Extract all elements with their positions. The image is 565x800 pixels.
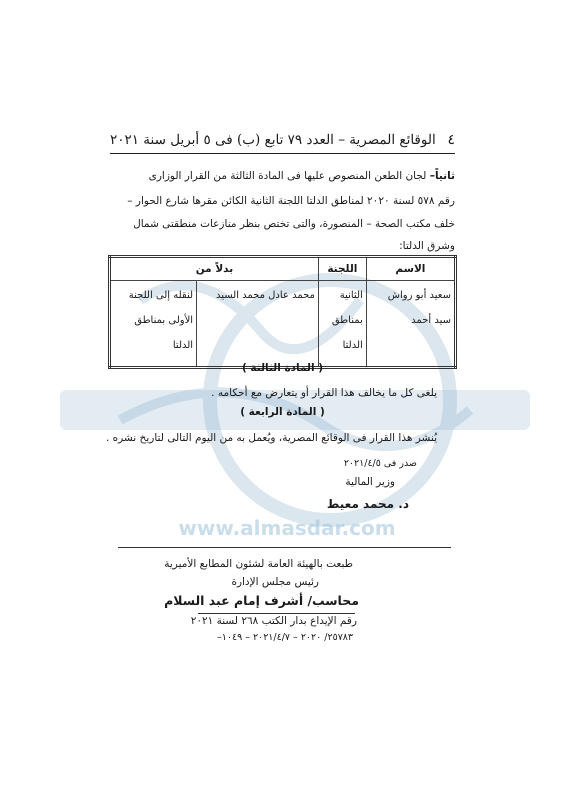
article4-heading: ( المادة الرابعة ): [240, 406, 325, 418]
chairman-name: محاسب/ أشرف إمام عبد السلام: [164, 593, 359, 608]
minister-name: د. محمد معيط: [326, 497, 409, 511]
article2-line1-text: لجان الطعن المنصوص عليها فى المادة الثالثة من القرار الوزارى: [148, 170, 430, 182]
footer-separator: [198, 613, 355, 614]
watermark-text: www.almasdar.com: [178, 516, 396, 540]
article3-text: يلغى كل ما يخالف هذا القرار أو يتعارض مع أحكامه .: [211, 387, 437, 399]
issue-date: صدر فى ٢٠٢١/٤/٥: [343, 458, 417, 469]
article2-lead: ثانياً–: [429, 170, 455, 182]
article2-line3: خلف مكتب الصحة – المنصورة، والتى تختص بنظر منازعات منطقتى شمال: [133, 218, 455, 230]
cell-replaced-person: محمد عادل محمد السيد: [197, 281, 319, 368]
article2-line1: [110, 166, 455, 186]
cell-transfer-note: لنقله إلى اللجنة الأولى بمناطق الدلتا: [110, 281, 197, 368]
article4-text: يُنشر هذا القرار فى الوقائع المصرية، ويُعمل به من اليوم التالى لتاريخ نشره .: [105, 432, 437, 444]
footer-rule: [118, 547, 451, 548]
article2-line2: رقم ٥٧٨ لسنة ٢٠٢٠ لمناطق الدلتا اللجنة الثانية الكائن مقرها شارع الحوار –: [127, 195, 455, 207]
header-replacement: بدلاً من: [110, 257, 319, 281]
header-committee: اللجنة: [318, 257, 366, 281]
printer-line: طبعت بالهيئة العامة لشئون المطابع الأميرية: [164, 558, 353, 570]
chairman-title: رئيس مجلس الإدارة: [231, 576, 319, 588]
page-header: [110, 128, 455, 152]
header-name: الاسم: [366, 257, 455, 281]
appointment-table: [108, 255, 457, 369]
article2-line4: وشرق الدلتا:: [399, 240, 455, 252]
article3-heading: ( المادة الثالثة ): [241, 362, 324, 374]
cell-committee: الثانية بمناطق الدلتا: [318, 281, 366, 368]
header-title: الوقائع المصرية – العدد ٧٩ تابع (ب) فى ٥ أبريل سنة ٢٠٢١: [110, 132, 436, 148]
minister-title: وزير المالية: [345, 476, 395, 488]
print-code: ٢٥٧٨٣/ ٢٠٢٠ – ٢٠٢١/٤/٧ – ١٠٤٩–: [217, 632, 353, 643]
table-row: [110, 281, 456, 368]
deposit-number: رقم الإيداع بدار الكتب ٢٦٨ لسنة ٢٠٢١: [190, 615, 357, 627]
cell-name: سعيد أبو رواش سيد أحمد: [366, 281, 455, 368]
page-number: ٤: [447, 132, 455, 148]
table-header-row: [110, 257, 456, 281]
header-rule: [110, 153, 455, 154]
